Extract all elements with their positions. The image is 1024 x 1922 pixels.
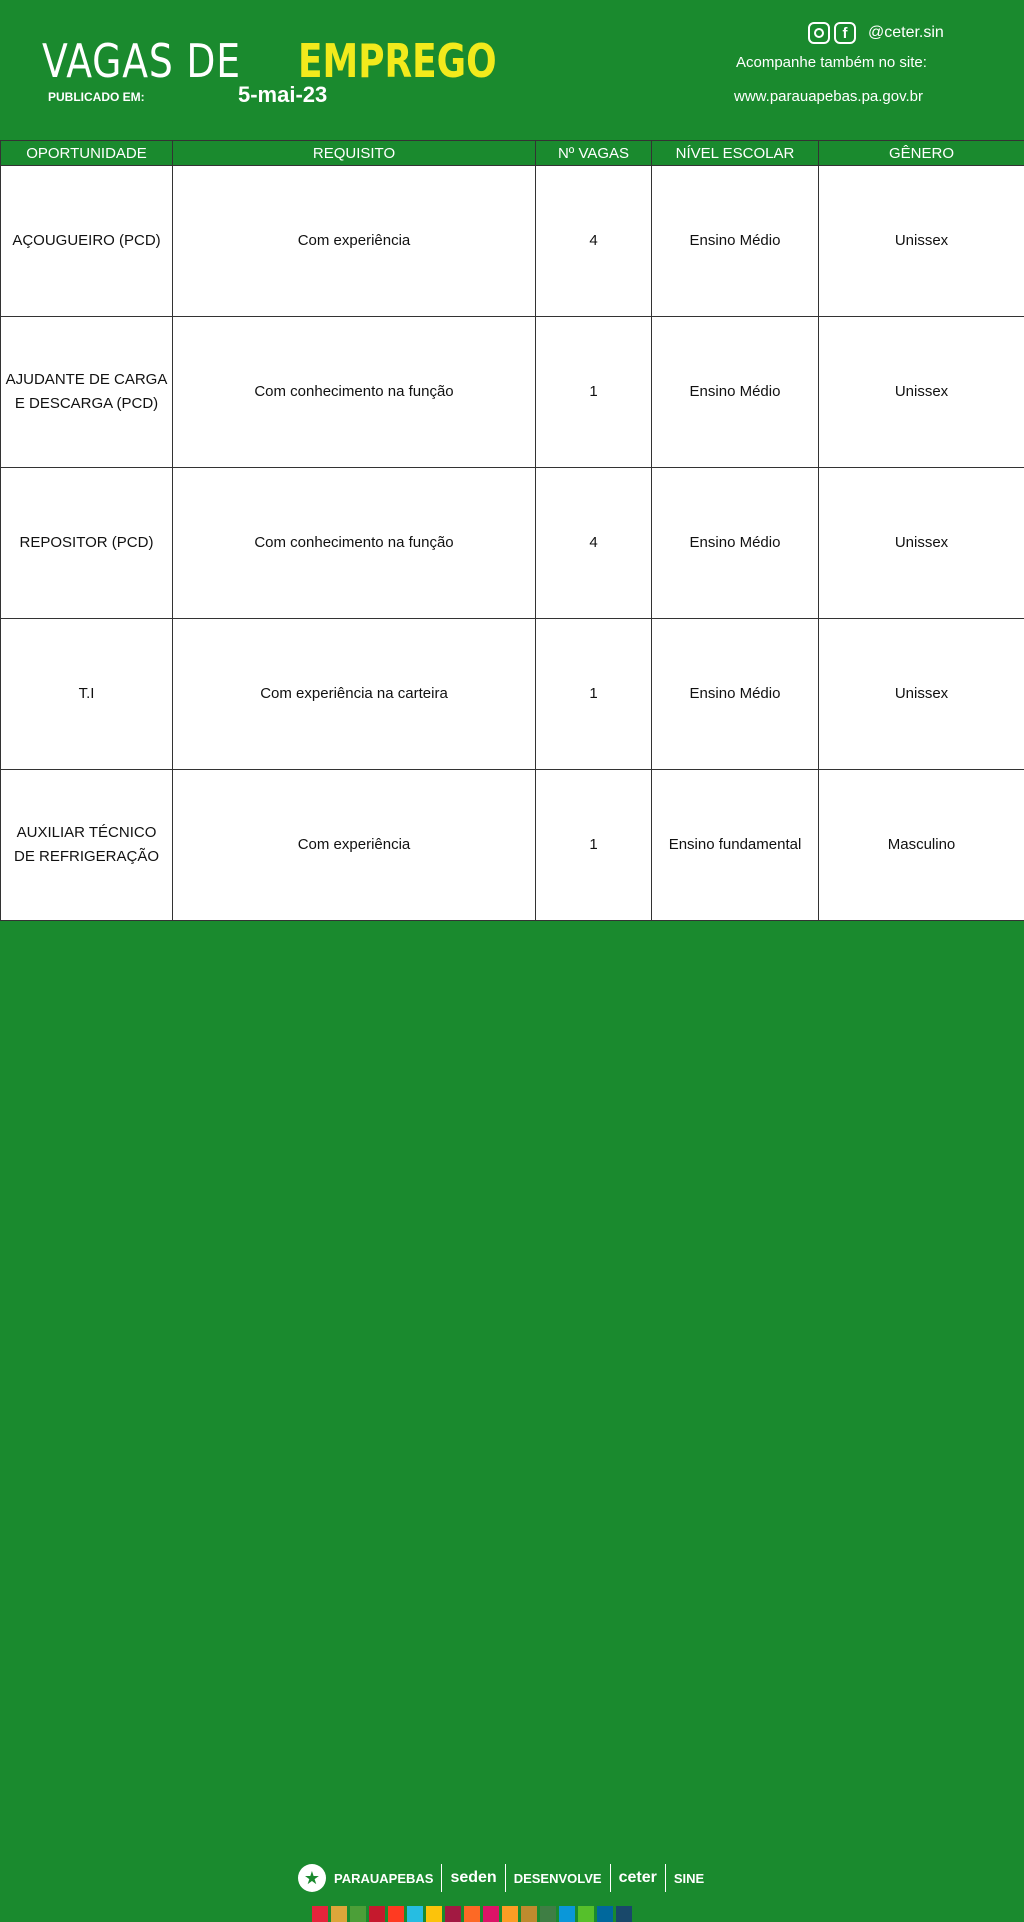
- cell-requisito: Com conhecimento na função: [173, 468, 536, 619]
- column-header-vagas: Nº VAGAS: [536, 141, 652, 166]
- social-handle[interactable]: @ceter.sin: [868, 24, 944, 42]
- cell-requisito: Com experiência na carteira: [173, 619, 536, 770]
- table-row: [1, 468, 1024, 619]
- cell-nivel-escolar: Ensino Médio: [652, 619, 819, 770]
- title-emprego: EMPREGO: [298, 34, 497, 88]
- sdg-goal-icon: [369, 1906, 385, 1922]
- sdg-goal-icon: [312, 1906, 328, 1922]
- column-header-nivel-escolar: NÍVEL ESCOLAR: [652, 141, 819, 166]
- cell-requisito: Com experiência: [173, 770, 536, 921]
- site-label: Acompanhe também no site:: [736, 54, 927, 71]
- cell-genero: Unissex: [819, 317, 1024, 468]
- logo-seden: seden: [450, 1869, 496, 1887]
- cell-oportunidade: AUXILIAR TÉCNICO DE REFRIGERAÇÃO: [1, 770, 173, 921]
- logo-ceter: ceter: [619, 1869, 657, 1887]
- sdg-goal-icon: [559, 1906, 575, 1922]
- cell-nivel-escolar: Ensino Médio: [652, 317, 819, 468]
- cell-genero: Masculino: [819, 770, 1024, 921]
- sdg-goal-icon: [616, 1906, 632, 1922]
- sdg-goal-icon: [597, 1906, 613, 1922]
- cell-vagas: 1: [536, 317, 652, 468]
- cell-nivel-escolar: Ensino Médio: [652, 166, 819, 317]
- sdg-goal-icon: [502, 1906, 518, 1922]
- header: [0, 0, 1024, 140]
- sdg-goal-icon: [521, 1906, 537, 1922]
- published-date: 5-mai-23: [238, 82, 327, 108]
- cell-genero: Unissex: [819, 468, 1024, 619]
- logo-desenvolve: DESENVOLVE: [514, 1871, 602, 1886]
- logo-parauapebas: PARAUAPEBAS: [334, 1871, 433, 1886]
- logo-sine: SINE: [674, 1871, 704, 1886]
- column-header-genero: GÊNERO: [819, 141, 1024, 166]
- sdg-goal-icon: [445, 1906, 461, 1922]
- divider: [665, 1864, 666, 1892]
- cell-vagas: 4: [536, 468, 652, 619]
- divider: [505, 1864, 506, 1892]
- table-row: [1, 619, 1024, 770]
- cell-oportunidade: AJUDANTE DE CARGA E DESCARGA (PCD): [1, 317, 173, 468]
- column-header-oportunidade: OPORTUNIDADE: [1, 141, 173, 166]
- divider: [610, 1864, 611, 1892]
- sdg-goal-icon: [331, 1906, 347, 1922]
- star-icon: ★: [298, 1864, 326, 1892]
- divider: [441, 1864, 442, 1892]
- cell-oportunidade: REPOSITOR (PCD): [1, 468, 173, 619]
- table-row: [1, 317, 1024, 468]
- instagram-icon[interactable]: [808, 22, 830, 44]
- table-header-row: [1, 141, 1024, 166]
- jobs-table: [0, 140, 1024, 921]
- sdg-goal-icon: [483, 1906, 499, 1922]
- cell-oportunidade: AÇOUGUEIRO (PCD): [1, 166, 173, 317]
- title-vagas-de: VAGAS DE: [42, 34, 241, 88]
- jobs-table-wrapper: [0, 140, 1024, 921]
- cell-genero: Unissex: [819, 166, 1024, 317]
- cell-nivel-escolar: Ensino fundamental: [652, 770, 819, 921]
- cell-vagas: 1: [536, 619, 652, 770]
- column-header-requisito: REQUISITO: [173, 141, 536, 166]
- cell-genero: Unissex: [819, 619, 1024, 770]
- sdg-icons: [312, 1906, 632, 1922]
- cell-nivel-escolar: Ensino Médio: [652, 468, 819, 619]
- footer: [0, 921, 1024, 1024]
- site-url[interactable]: www.parauapebas.pa.gov.br: [734, 88, 923, 105]
- cell-vagas: 4: [536, 166, 652, 317]
- table-row: [1, 166, 1024, 317]
- facebook-icon[interactable]: f: [834, 22, 856, 44]
- social-links: [808, 22, 944, 44]
- sdg-goal-icon: [426, 1906, 442, 1922]
- published-label: PUBLICADO EM:: [48, 90, 145, 104]
- sdg-goal-icon: [578, 1906, 594, 1922]
- cell-requisito: Com conhecimento na função: [173, 317, 536, 468]
- sdg-goal-icon: [350, 1906, 366, 1922]
- sdg-goal-icon: [540, 1906, 556, 1922]
- sdg-goal-icon: [407, 1906, 423, 1922]
- cell-requisito: Com experiência: [173, 166, 536, 317]
- partner-logos: [298, 1864, 704, 1892]
- sdg-goal-icon: [388, 1906, 404, 1922]
- cell-oportunidade: T.I: [1, 619, 173, 770]
- table-row: [1, 770, 1024, 921]
- sdg-goal-icon: [464, 1906, 480, 1922]
- cell-vagas: 1: [536, 770, 652, 921]
